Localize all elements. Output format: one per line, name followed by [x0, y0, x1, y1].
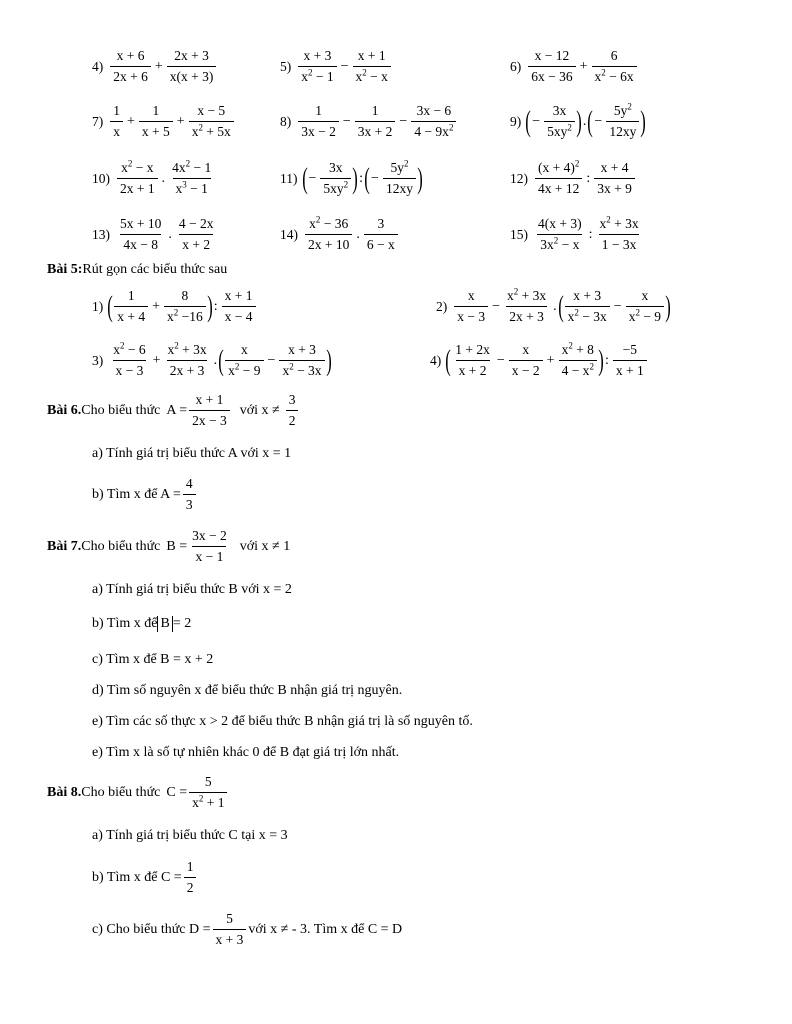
exercise-5-heading: Bài 5: Rút gọn các biểu thức sau [47, 262, 228, 277]
exercise-8-heading: Bài 8. Cho biểu thức C = $\frac{5}{x^2 + 1}$ [47, 774, 229, 811]
exercise-7: 7) $\frac{1}{x}$ + $\frac{1}{x + 5}$ + $\frac{x - 5}{x^2 + 5x}$ [92, 103, 236, 140]
exercise-6-heading: Bài 6. Cho biểu thức A = $\frac{x + 1}{2x - 3}$ với x ≠ $\frac{3}{2}$ [47, 392, 300, 429]
exercise-7-heading: Bài 7. Cho biểu thức B = $\frac{3x - 2}{x - 1}$ với x ≠ 1 [47, 528, 291, 564]
exercise-4: 4) $\frac{x + 6}{2x + 6}$ + $\frac{2x + 3}{x(x + 3)}$ [92, 48, 218, 85]
exercise-9: 9) ( − $\frac{3x}{5xy^2}$ ) . ( − $\frac{5y^2}{12xy}$ ) [510, 101, 647, 139]
bai5-item-1: 1) ( $\frac{1}{x + 4}$ + $\frac{8}{x^2 -16}$ ) : $\frac{x + 1}{x - 4}$ [92, 288, 258, 325]
exercise-8: 8) $\frac{1}{3x - 2}$ − $\frac{1}{3x + 2}$ − $\frac{3x - 6}{4 - 9x^2}$ [280, 103, 458, 140]
exercise-6: 6) $\frac{x - 12}{6x - 36}$ + $\frac{6}{x^2 - 6x}$ [510, 48, 639, 85]
fraction: $\frac{2x + 3}{x(x + 3)}$ [167, 48, 217, 85]
exercise-15: 15) $\frac{4(x + 3)}{3x^2 - x}$ : $\frac{x^2 + 3x}{1 - 3x}$ [510, 214, 639, 252]
exercise-13: 13) $\frac{5x + 10}{4x - 8}$ . $\frac{4 - 2x}{x + 2}$ [92, 216, 214, 252]
exercise-12: 12) $\frac{(x + 4)^2}{4x + 12}$ : $\frac{x + 4}{3x + 9}$ [510, 160, 637, 197]
bai5-item-4: 4) ( $\frac{1 + 2x}{x + 2}$ − $\frac{x}{x - 2}$ + $\frac{x^2 + 8}{4 - x^2}$ ) : $\frac{-5}{x + 1}$ [430, 342, 649, 379]
exercise-11: 11) ( − $\frac{3x}{5xy^2}$ ) : ( − $\frac{5y^2}{12xy}$ ) [280, 158, 423, 196]
exercise-5: 5) $\frac{x + 3}{x^2 - 1}$ − $\frac{x + 1}{x^2 - x}$ [280, 48, 393, 85]
bai5-item-3: 3) $\frac{x^2 - 6}{x - 3}$ + $\frac{x^2 + 3x}{2x + 3}$ . ( $\frac{x}{x^2 - 9}$ − $\frac{x + 3}{x^2 - 3x}$ ) [92, 340, 332, 378]
exercise-14: 14) $\frac{x^2 - 36}{2x + 10}$ . $\frac{3}{6 - x}$ [280, 216, 400, 253]
bai5-item-2: 2) $\frac{x}{x - 3}$ − $\frac{x^2 + 3x}{2x + 3}$ . ( $\frac{x + 3}{x^2 - 3x}$ − $\frac{x}{x^2 - 9}$ ) [436, 286, 671, 324]
exercise-10: 10) $\frac{x^2 - x}{2x + 1}$ . $\frac{4x^2 - 1}{x^3 - 1}$ [92, 158, 212, 196]
fraction: $\frac{x + 6}{2x + 6}$ [110, 48, 151, 85]
document-page: 4) $\frac{x + 6}{2x + 6}$ + $\frac{2x + 3}{x(x + 3)}$ 5) $\frac{x + 3}{x^2 - 1}$ − $\frac{x + 1}{x^2 - x}$ 6) $\frac{x - 12}{6x - 36}$ + $\frac{6}{x^2 - 6x}$ 7) $\frac{1}{x}$ + $\frac{1}{x + 5}$ + $\frac{x - 5}{x^2 + 5x}$ 8) $\frac{1}{3x - 2}$ − $\frac{1}{3x + 2}$ − $\frac{3x - 6}{4 - 9x^2}$ 9) ( − $\frac{3x}{5xy^2}$ ) . ( − $\frac{5y^2}{12xy}$ ) 10) $\frac{x^2 - x}{2x + 1}$ . $\frac{4x^2 - 1}{x^3 - 1}$ 11) ( − $\frac{3x}{5xy^2}$ ) : ( − $\frac{5y^2}{12xy}$ ) 12) $\frac{(x + 4)^2}{4x + 12}$ : $\frac{x + 4}{3x + 9}$ 13) $\frac{5x + 10}{4x - 8}$ . $\frac{4 - 2x}{x + 2}$ 14) $\frac{x^2 - 36}{2x + 10}$ . $\frac{3}{6 - x}$ 15) $\frac{4(x + 3)}{3x^2 - x}$ : $\frac{x^2 + 3x}{1 - 3x}$ Bài 5: Rút gọn các biểu thức sau 1) ( $\frac{1}{x + 4}$ + $\frac{8}{x^2 -16}$ ) : $\frac{x + 1}{x - 4}$ 2) $\frac{x}{x - 3}$ − $\frac{x^2 + 3x}{2x + 3}$ . ( $\frac{x + 3}{x^2 - 3x}$ − $\frac{x}{x^2 - 9}$ ) 3) $\frac{x^2 - 6}{x - 3}$ + $\frac{x^2 + 3x}{2x + 3}$ . ( $\frac{x}{x^2 - 9}$ − $\frac{x + 3}{x^2 - 3x}$ ) 4) ( $\frac{1 + 2x}{x + 2}$ − $\frac{x}{x - 2}$ + $\frac{x^2 + 8}{4 - x^2}$ ) : $\frac{-5}{x + 1}$ Bài 6. Cho biểu thức A = $\frac{x + 1}{2x - 3}$ với x ≠ $\frac{3}{2}$ a) Tính giá trị biểu thức A với x = 1 b) Tìm x để A = $\frac{4}{3}$ Bài 7. Cho biểu thức B = $\frac{3x - 2}{x - 1}$ với x ≠ 1 a) Tính giá trị biểu thức B với x = 2 b) Tìm x để B = 2 c) Tìm x để B = x + 2 d) Tìm số nguyên x để biểu thức B nhận giá trị nguyên. e) Tìm các số thực x > 2 để biểu thức B nhận giá trị là số nguyên tố. e) Tìm x là số tự nhiên khác 0 để B đạt giá trị lớn nhất. Bài 8. Cho biểu thức C = $\frac{5}{x^2 + 1}$ a) Tính giá trị biểu thức C tại x = 3 b) Tìm x để C = $\frac{1}{2}$ c) Cho biểu thức D = $\frac{5}{x + 3}$ với x ≠ - 3. Tìm x để C = D [47, 48, 671, 947]
